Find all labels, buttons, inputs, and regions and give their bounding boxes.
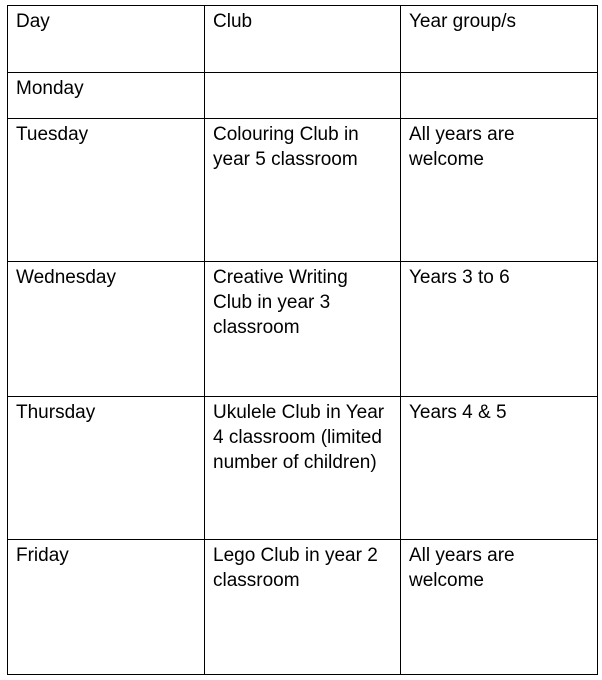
year-group-cell: [401, 73, 598, 119]
header-club: Club: [205, 6, 401, 73]
header-year-group: Year group/s: [401, 6, 598, 73]
table-row: [8, 262, 598, 397]
day-cell: Monday: [8, 73, 205, 119]
club-cell: Lego Club in year 2 classroom: [205, 540, 401, 675]
day-cell: Tuesday: [8, 119, 205, 262]
header-day: Day: [8, 6, 205, 73]
day-cell: Wednesday: [8, 262, 205, 397]
table-row: [8, 540, 598, 675]
club-schedule-table: [7, 5, 598, 675]
club-cell: [205, 73, 401, 119]
club-cell: Ukulele Club in Year 4 classroom (limited number of children): [205, 397, 401, 540]
year-group-cell: Years 3 to 6: [401, 262, 598, 397]
table-row: [8, 397, 598, 540]
day-cell: Friday: [8, 540, 205, 675]
table-row: [8, 73, 598, 119]
table-row: [8, 119, 598, 262]
year-group-cell: All years are welcome: [401, 540, 598, 675]
year-group-cell: Years 4 & 5: [401, 397, 598, 540]
club-cell: Creative Writing Club in year 3 classroom: [205, 262, 401, 397]
day-cell: Thursday: [8, 397, 205, 540]
table-header-row: [8, 6, 598, 73]
club-cell: Colouring Club in year 5 classroom: [205, 119, 401, 262]
year-group-cell: All years are welcome: [401, 119, 598, 262]
